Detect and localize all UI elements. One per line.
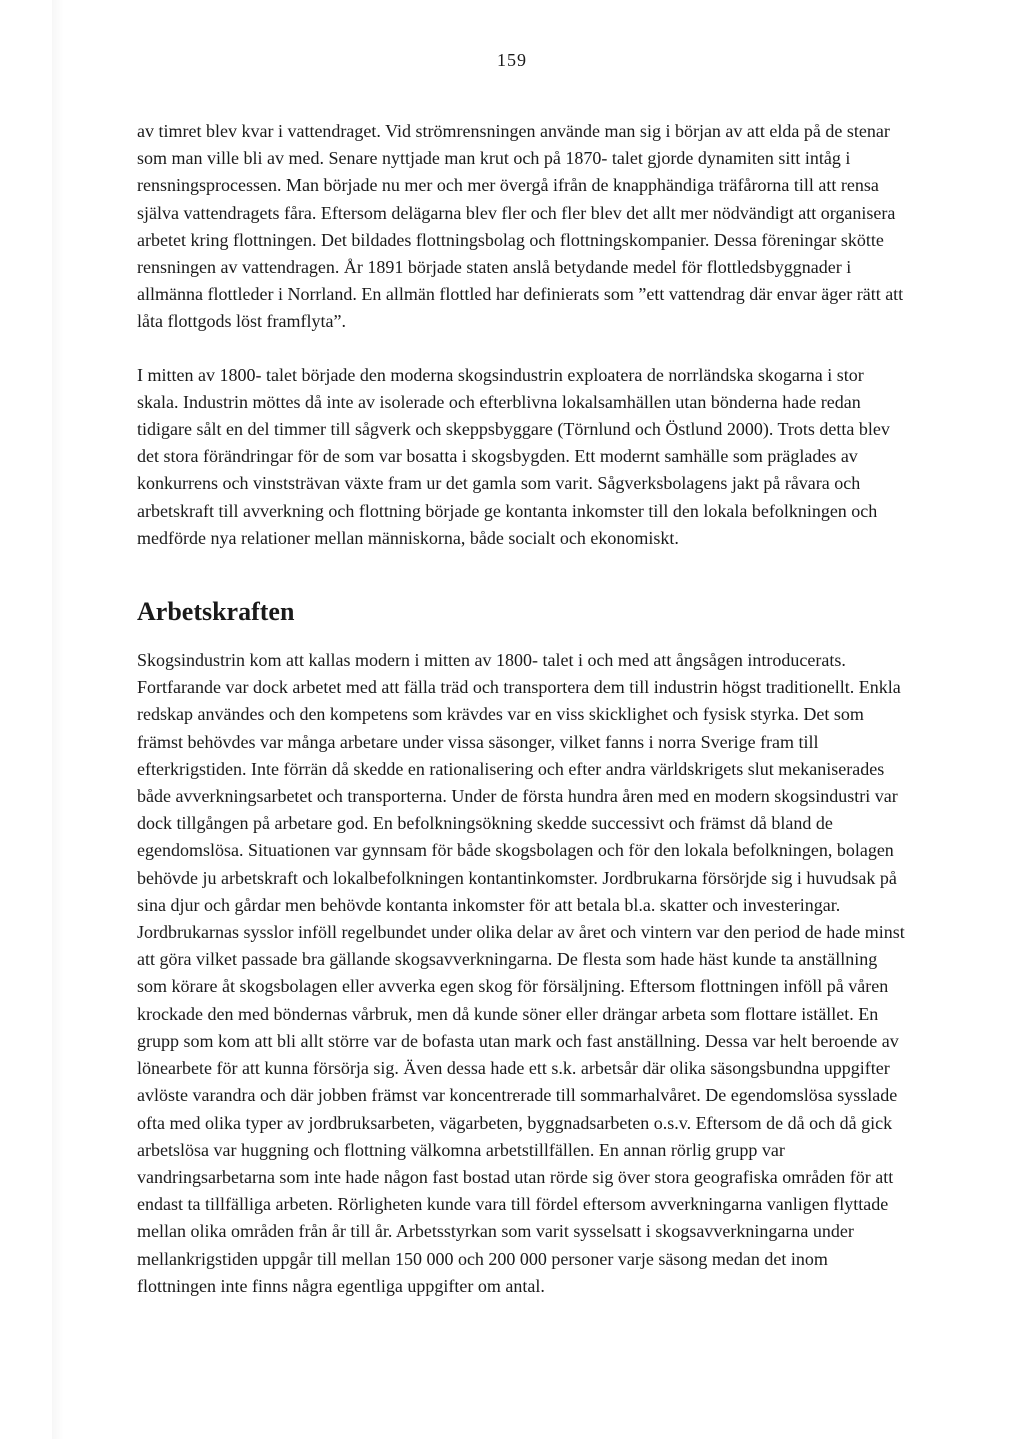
paragraph-flottning: av timret blev kvar i vattendraget. Vid strömrensningen använde man sig i början av att elda på de stenar som man ville bli av med. Senare nyttjade man krut och på 1870- talet gjorde dynamiten sitt intåg i rensningsprocessen. Man började nu mer och mer övergå ifrån de knapphändiga träfårorna till att rensa själva vattendragets fåra. Eftersom delägarna blev fler och fler blev det allt mer nödvändigt att organisera arbetet kring flottningen. Det bildades flottningsbolag och flottningskompanier. Dessa föreningar skötte rensningen av vattendragen. År 1891 började staten anslå betydande medel för flottledsbyggnader i allmänna flottleder i Norrland. En allmän flottled har definierats som ”ett vattendrag där envar äger rätt att låta flottgods löst framflyta”.: [137, 121, 904, 332]
paragraph-arbetskraften: Skogsindustrin kom att kallas modern i mitten av 1800- talet i och med att ångsågen introducerats. Fortfarande var dock arbetet med att fälla träd och transportera dem till industrin högst traditionellt. Enkla redskap användes och den kompetens som krävdes var en viss skicklighet och fysisk styrka. Det som främst behövdes var många arbetare under vissa säsonger, vilket fanns i norra Sverige fram till efterkrigstiden. Inte förrän då skedde en rationalisering och efter andra världskrigets slut mekaniserades både avverkningsarbetet och transporterna. Under de första hundra åren med en modern skogsindustri var dock tillgången på arbetare god. En befolkningsökning skedde successivt och främst då bland de egendomslösa. Situationen var gynnsam för både skogsbolagen och för den lokala befolkningen, bolagen behövde ju arbetskraft och lokalbefolkningen kontantinkomster. Jordbrukarna försörjde sig i huvudsak på sina djur och gårdar men behövde kontanta inkomster för att betala bl.a. skatter och investeringar. Jordbrukarnas sysslor inföll regelbundet under olika delar av året och vintern var den period de hade minst att göra vilket passade bra gällande skogsavverkningarna. De flesta som hade häst kunde ta anställning som körare åt skogsbolagen eller avverka egen skog för försäljning. Eftersom flottningen inföll på våren krockade den med böndernas vårbruk, men då kunde söner eller drängar arbeta som flottare istället. En grupp som kom att bli allt större var de bofasta utan mark och fast anställning. Dessa var helt beroende av lönearbete för att kunna försörja sig. Även dessa hade ett s.k. arbetsår där olika säsongsbundna uppgifter avlöste varandra och där jobben främst var koncentrerade till sommarhalvåret. De egendomslösa sysslade ofta med olika typer av jordbruksarbeten, vägarbeten, byggnadsarbeten o.s.v. Eftersom de då och då gick arbetslösa var huggning och flottning välkomna arbetstillfällen. En annan rörlig grupp var vandringsarbetarna som inte hade någon fast bostad utan rörde sig över stora geografiska områden för att endast ta tillfälliga arbeten. Rörligheten kunde vara till fördel eftersom avverkningarna vanligen flyttade mellan olika områden från år till år. Arbetsstyrkan som varit sysselsatt i skogsavverkningarna under mellankrigstiden uppgår till mellan 150 000 och 200 000 personer varje säsong medan det inom flottningen inte finns några egentliga uppgifter om antal.: [137, 650, 905, 1296]
page-body: [137, 118, 907, 1300]
section-heading: Arbetskraften: [137, 597, 295, 627]
scan-shadow: [52, 0, 64, 1439]
paragraph-skogsindustri: I mitten av 1800- talet började den moderna skogsindustrin exploatera de norrländska skogarna i stor skala. Industrin möttes då inte av isolerade och efterblivna lokalsamhällen utan bönderna hade redan tidigare sålt en del timmer till sågverk och skeppsbyggare (Törnlund och Östlund 2000). Trots detta blev det stora förändringar för de som var bosatta i skogsbygden. Ett modernt samhälle som präglades av konkurrens och vinststrävan växte fram ur det gamla som varit. Sågverksbolagens jakt på råvara och arbetskraft till avverkning och flottning började ge kontanta inkomster till den lokala befolkningen och medförde nya relationer mellan människorna, både socialt och ekonomiskt.: [137, 364, 890, 548]
page-number: 159: [497, 50, 527, 70]
